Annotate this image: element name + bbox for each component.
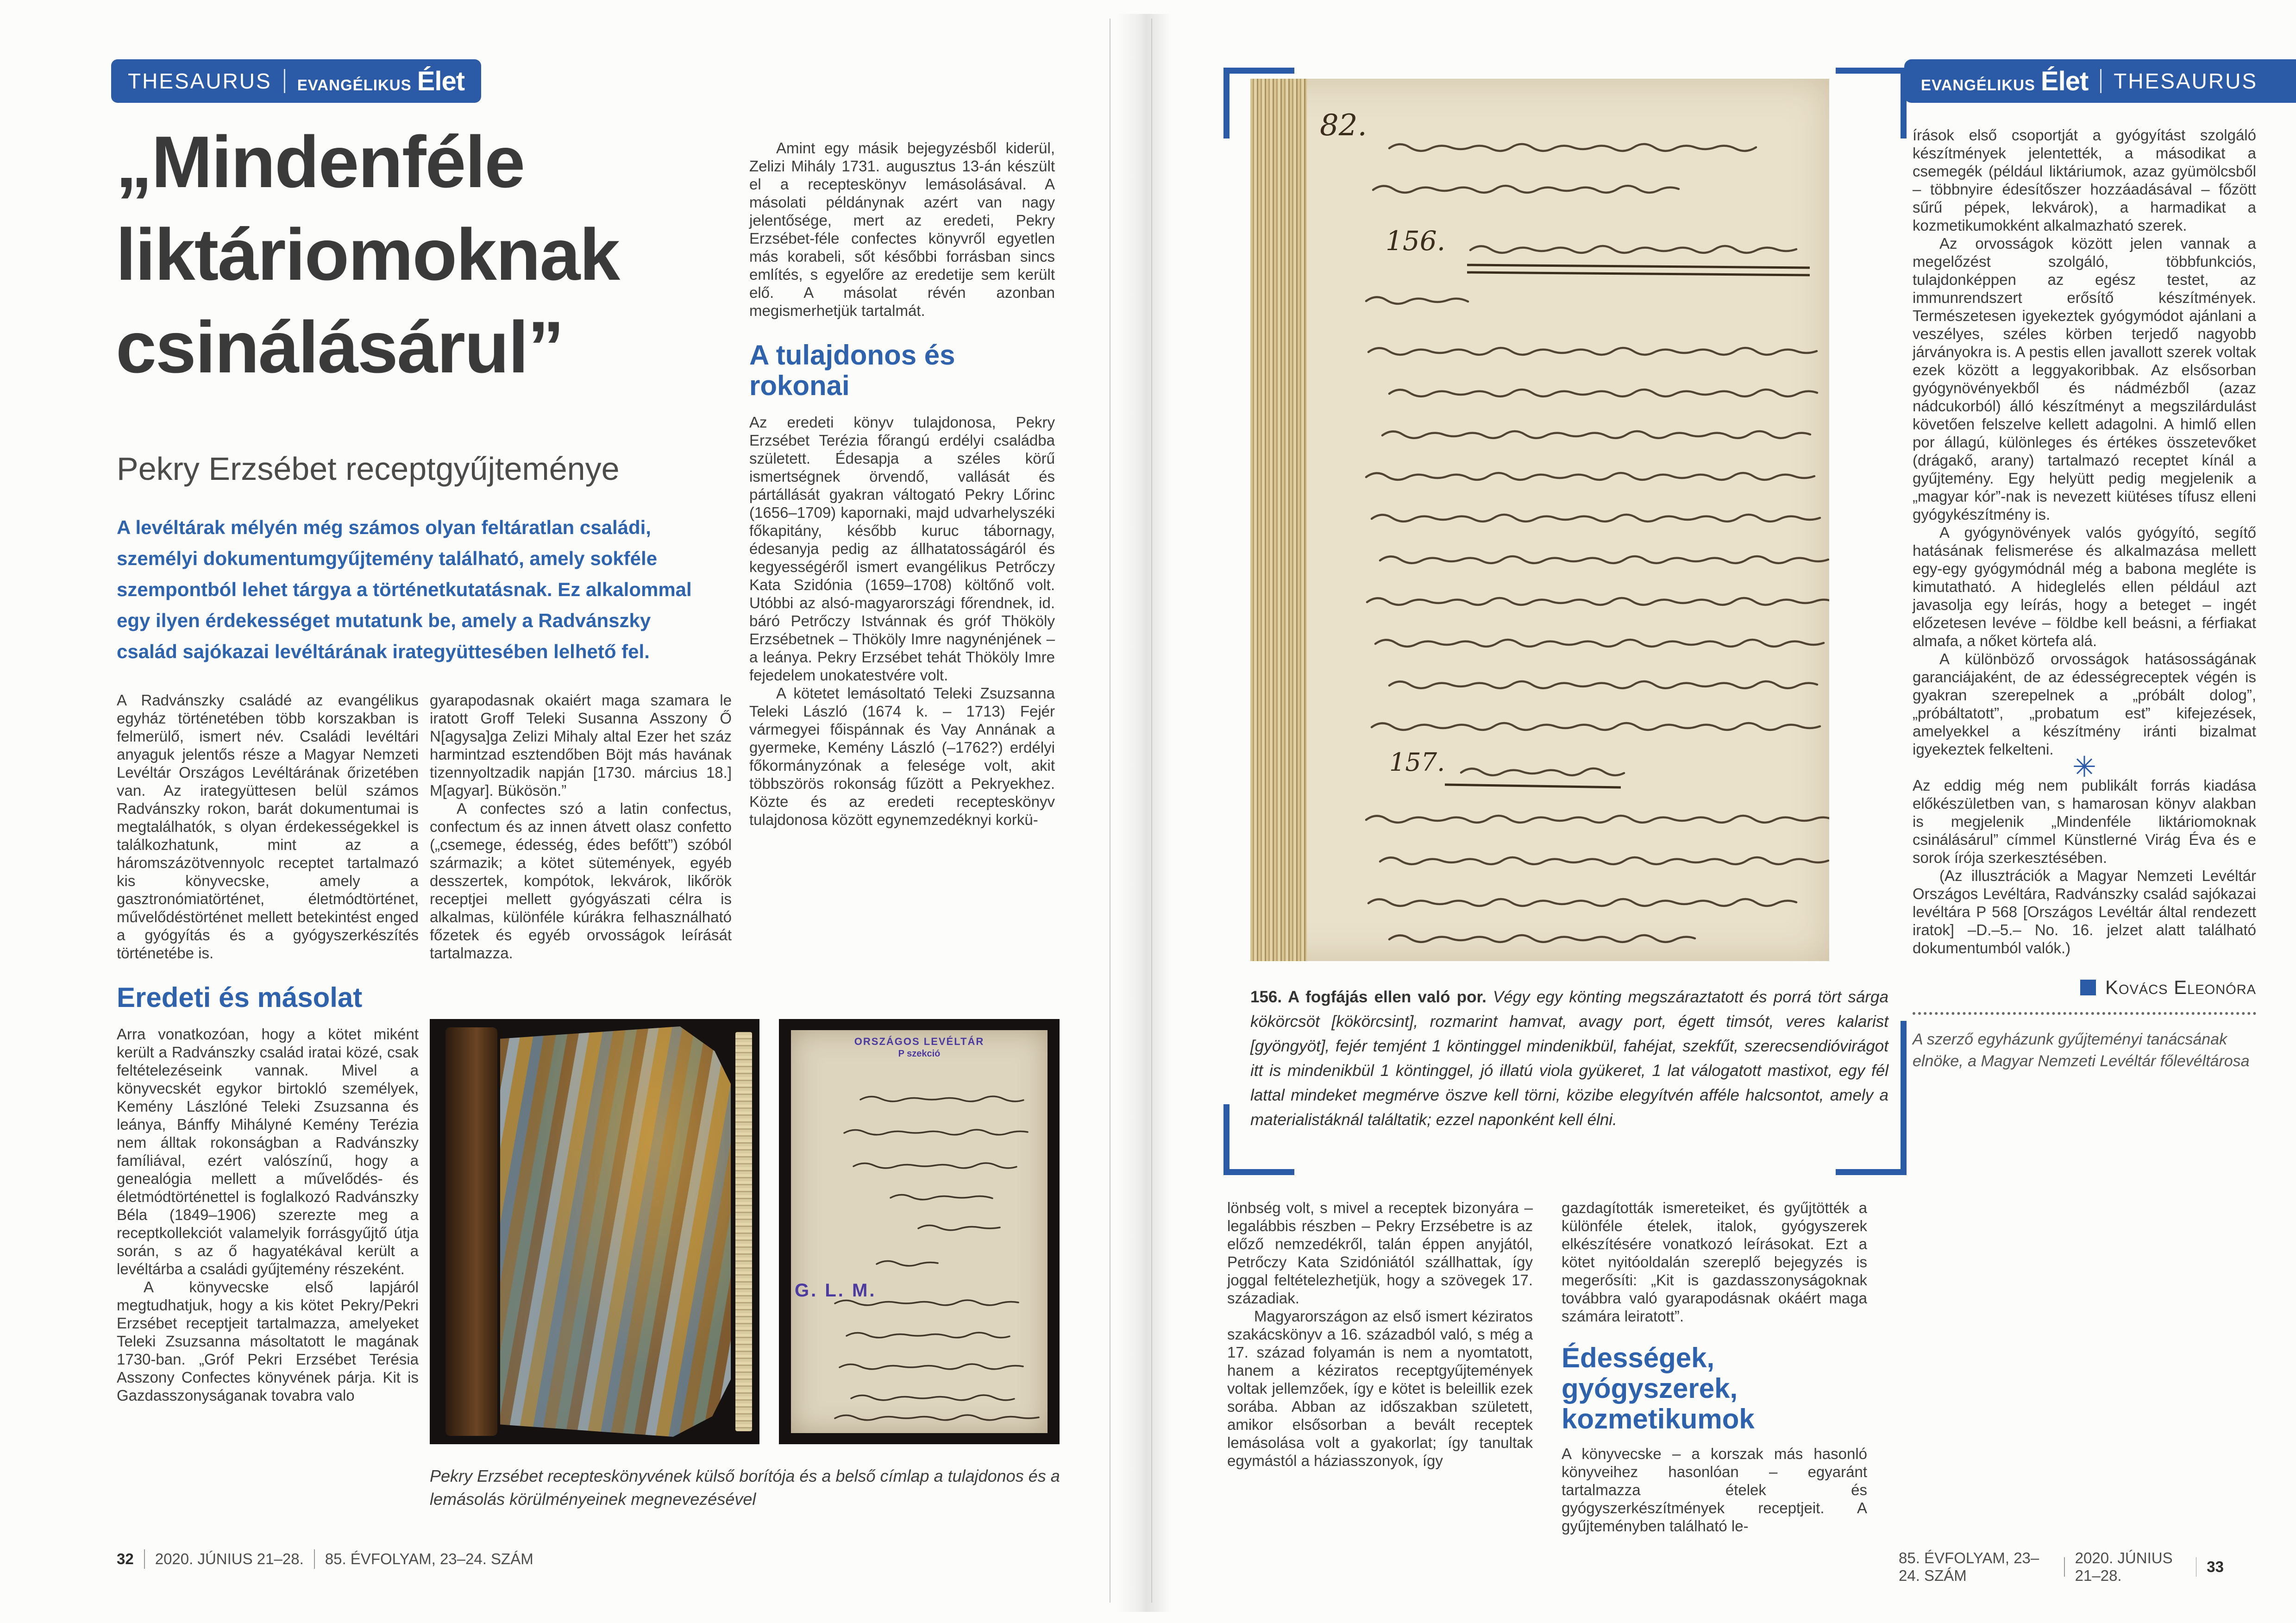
tab-divider bbox=[284, 69, 285, 93]
paragraph: írások első csoportját a gyógyítást szolgáló készítmények jelentették, a másodikat a csemegék (például liktáriumok, azaz gyümölcsből – többnyire édesítőszer hozzáadásával – főzött sűrű pépek, lekvárok), a harmadikat a kozmetikumokként alkalmazható szerek. bbox=[1913, 126, 2256, 234]
footer-divider bbox=[144, 1549, 145, 1569]
paragraph: A könyvecske – a korszak más hasonló könyveihez hasonlóan – egyaránt tartalmazza ételek és gyógyszerkészítmények receptjeit. A gyűjteményben található le- bbox=[1562, 1445, 1867, 1535]
section-heading-tulajdonos: A tulajdonos és rokonai bbox=[749, 340, 955, 401]
page-edge-line-right bbox=[1151, 19, 1152, 1603]
paragraph: A kötetet lemásoltató Teleki Zsuzsanna Teleki László (1674 k. – 1713) Fejér vármegyei főispánnak és Vay Annának a gyermeke, Kemény László (–1762?) erdélyi főkormányzónak a felesége volt, akit többszörös rokonság fűzött a Pekryekhez. Közte és az eredeti recepteskönyv tulajdonosa között egynemzedéknyi korkü- bbox=[749, 685, 1055, 828]
stamp-line1: ORSZÁGOS LEVÉLTÁR bbox=[854, 1036, 985, 1047]
logo-prefix: EVANGÉLIKUS bbox=[1921, 76, 2035, 94]
author-byline bbox=[1913, 978, 2256, 996]
logo-name: Élet bbox=[2040, 66, 2089, 96]
manuscript-page-number: 82. bbox=[1320, 108, 1367, 143]
paragraph: Az orvosságok között jelen vannak a megelőzést szolgáló, többfunkciós, tulajdonképpen az egész testet, az immunrendszert erősítő készítmények. Természetesen igyekeztek gyógymódot ajánlani a veszélyes, széles körben terjedő nagyobb járványokra is. A pestis ellen javallott szerek voltak ezek között a leggyakoribbak. Az elsősorban gyógynövényekből és nádmézből (azaz nádcukorból) álló készítményt a megszilárdulást követően felszelve kellett adagolni. A himlő ellen por állagú, különleges és értékes összetevőket (drágakő, arany) tartalmazó receptet kínál a gyűjtemény. Egy helyütt pedig megjelenik a „magyar kór”-nak is nevezett kiütéses tífusz elleni gyógykészítmény is. bbox=[1913, 235, 2256, 523]
glm-stamp: G. L. M. bbox=[795, 1280, 877, 1301]
paragraph: gazdagították ismereteiket, és gyűjtötték a különféle ételek, italok, gyógyszerek elkészítésére vonatkozó leírásokat. Ezt a kötet nyitóoldalán szereplő bejegyzés is megerősíti: „Kit is gazdasszonyságoknak továbbra való gyarapodásnak okáért maga számára leiratott”. bbox=[1562, 1199, 1867, 1325]
section-label: THESAURUS bbox=[128, 69, 272, 93]
byline-square-icon bbox=[2080, 980, 2096, 995]
logo-prefix: EVANGÉLIKUS bbox=[297, 76, 412, 94]
paragraph: Az eredeti könyv tulajdonosa, Pekry Erzsébet Terézia főrangú erdélyi családba született. Édesapja a széles körű ismertségnek örvendő, vallását és pártállását gyakran váltogató Pekry Lőrinc (1656–1709) kapornaki, majd udvarhelyszéki főkapitány, később kuruc tábornagy, édesanyja pedig az állhatatosságáról és kegyességéről ismert evangélikus Petrőczy Kata Szidónia (1659–1708) költőnő volt. Utóbbi az alsó-magyarországi főrendnek, id. báró Petrőczy Istvánnak és gróf Thököly Erzsébetnek – Thököly Imre nagynénjének – a leánya. Pekry Erzsébet tehát Thököly Imre fejedelem unokatestvére volt. bbox=[749, 414, 1055, 684]
article-subtitle: Pekry Erzsébet receptgyűjteménye bbox=[117, 451, 620, 487]
caption-text: Végy egy könting megszáraztatott és porrá tört sárga kökörcsöt [kökörcsint], rozmarint hamvat, avagy port, égett timsót, veres kalarist [gyöngyöt], fejér temjént 1 köntinggel mindenikbül, fahéjat, szekfűt, szerecsendióvirágot itt is mindenikbül 1 köntinggel, jó illatú viola gyükeret, 1 lat válogatott mastixot, egy fél lattal mindeket megmérve öszve kell törni, közibe elegyítvén afféle halcsontot, amely a materialistáknál találtatik; ezzel naponként kell élni. bbox=[1250, 988, 1888, 1129]
paragraph: A gyógynövények valós gyógyító, segítő hatásának felismerése és alkalmazása mellett egy-egy gyógymódnál még a babona megléte is kimutatható. A hideglelés ellen például azt javasolja egy leírás, hogy a beteget – ingét előzetesen levéve – földbe kell beásni, a férfiakat almafa, a nőket körtefa alá. bbox=[1913, 524, 2256, 649]
right-column-b bbox=[1562, 1199, 1867, 1535]
paragraph: A confectes szó a latin confectus, confectum és az innen átvett olasz confetto („csemege, édesség, édes befőtt”) szóból származik; a kötet sütemények, egyéb desszertek, kompótok, lekvárok, likőrök receptjei mellett gyógyászati célra is alkalmas, különféle kúrákra felhasználható főzetek és egyéb orvosságok leírását tartalmazza. bbox=[430, 800, 732, 962]
paragraph: Amint egy másik bejegyzésből kiderül, Zelizi Mihály 1731. augusztus 13-án készült el a recepteskönyv lemásolásával. A másolati példánynak azért van nagy jelentősége, mert az eredeti, Pekry Erzsébet-féle confectes könyvről egyetlen más korabeli, sőt későbbi forrásban sincs említés, s egyelőre az eredetije sem került elő. A másolat révén azonban megismerhetjük tartalmát. bbox=[749, 139, 1055, 319]
left-column-1 bbox=[117, 691, 419, 1404]
paragraph: gyarapodasnak okaiért maga szamara le iratott Groff Teleki Susanna Asszony Ő N[agysa]ga Zelizi Mihaly altal Ezer het száz harmintzad esztendőben Böjt más havának tizennyoltzadik napján [1730. március 18.] M[agyar]. Bükösön.” bbox=[430, 692, 732, 799]
logo-name: Élet bbox=[417, 66, 465, 96]
marbled-cover bbox=[500, 1026, 731, 1437]
section-heading-eredeti: Eredeti és másolat bbox=[117, 982, 363, 1013]
paragraph: A könyvecske első lapjáról megtudhatjuk, hogy a kis kötet Pekry/Pekri Erzsébet receptjeit tartalmazza, amelyeket Teleki Zsuzsanna másoltatott le magának 1730-ban. „Gróf Pekri Erzsébet Terésia Asszony Confectes könyvének párja. Kit is Gazdasszonyságanak tovabra valo bbox=[117, 1278, 419, 1404]
issue-date: 2020. JÚNIUS 21–28. bbox=[155, 1550, 304, 1567]
handwriting-lines bbox=[791, 1030, 1048, 1433]
book-page-edges bbox=[735, 1032, 752, 1431]
right-column-a bbox=[1227, 1199, 1533, 1470]
paragraph: Magyarországon az első ismert kéziratos szakácskönyv a 16. századból való, s még a 17. század folyamán is nem a nyomtatott, hanem a kéziratos receptgyűjtemények voltak jellemzőek, így e kötet is beleillik ezek sorába. Abban az időszakban született, amikor elsősorban a bevált receptek lemásolása volt a gyakorlat; így tanultak egymástól a háziasszonyok, így bbox=[1227, 1308, 1533, 1469]
left-column-2 bbox=[430, 691, 732, 962]
footer-divider bbox=[314, 1549, 315, 1569]
article-lead: A levéltárak mélyén még számos olyan feltáratlan családi, személyi dokumentumgyűjtemény található, amely sokféle szempontból lehet tárgya a történetkutatásnak. Ez alkalommal egy ilyen érdekességet mutatunk be, amely a Radvánszky család sajókazai levéltárának irategyüttesében lelhető fel. bbox=[117, 516, 692, 662]
handwriting-lines bbox=[1250, 79, 1829, 961]
footer-right bbox=[1899, 1549, 2224, 1585]
manuscript-recipe-number-2: 157. bbox=[1389, 748, 1445, 777]
header-tab-right bbox=[1904, 59, 2296, 103]
book-spine bbox=[445, 1027, 497, 1436]
article-title: „Mindenféle liktáriomoknak csinálásárul” bbox=[116, 121, 620, 388]
paragraph: Arra vonatkozóan, hogy a kötet miként került a Radvánszky család iratai közé, csak feltételezéseink vannak. Mivel a könyvecskét egykor birtokló személyek, Kemény Lászlóné Teleki Zsuzsanna és leánya, Bánffy Mihályné Kemény Terézia nem álltak rokonságban a Radvánszky famíliával, ezért valószínű, hogy a genealógia mellett a művelődés- és életmódtörténettel is foglalkozó Radvánszky Béla (1849–1906) szerezte meg a receptkollekciót valamelyik forrásgyűjtő útja során, s az ő hagyatékával került a levéltárba a családi gyűjtemény részeként. bbox=[117, 1025, 419, 1277]
page-number: 32 bbox=[117, 1550, 134, 1567]
magazine-logo bbox=[1921, 66, 2088, 97]
tab-divider bbox=[2100, 69, 2102, 93]
paragraph: A különböző orvosságok hatásosságának garanciájaként, de az édességreceptek végén is gyakran szerepelnek a „próbált dolog”, „próbáltatott”, „probatum est” kifejezések, amelyekkel a készítmény iránti bizalmat igyekeztek felkelteni. bbox=[1913, 650, 2256, 758]
paragraph: lönbség volt, s mivel a receptek bizonyára – legalábbis részben – Pekry Erzsébetre is az előző nemzedékről, talán éppen anyjától, Petrőczy Kata Szidóniától szállhattak, így joggal feltételezhetjük, hogy a szövegek 17. századiak. bbox=[1227, 1199, 1533, 1307]
title-page-paper bbox=[791, 1030, 1048, 1433]
issue-date: 2020. JÚNIUS 21–28. bbox=[2075, 1549, 2173, 1584]
author-bio: A szerző egyházunk gyűjteményi tanácsának elnöke, a Magyar Nemzeti Levéltár főlevéltárosa bbox=[1913, 1031, 2250, 1070]
paragraph: A Radvánszky családé az evangélikus egyház történetében több korszakban is felmerülő, ismert név. Családi levéltári anyaguk jelentős része a Magyar Nemzeti Levéltár Országos Levéltárának őrizetében van. Az irategyüttesen belül számos Radvánszky rokon, barát dokumentumai is megtalálhatók, s olyan érdekességekkel is találkozhatunk, mint az a háromszázötvennyolc receptet tartalmazó kis könyvecske, amely a gasztronómiatörténet, életmódtörténet, művelődéstörténet mellett betekintést enged a gyógyítás és a gyógyszerkészítés történetébe is. bbox=[117, 692, 419, 962]
caption-lead: 156. A fogfájás ellen való por. bbox=[1250, 988, 1487, 1006]
manuscript-caption bbox=[1250, 985, 1888, 1132]
section-label: THESAURUS bbox=[2114, 69, 2258, 93]
book-cover-photo bbox=[430, 1019, 759, 1444]
photo-caption: Pekry Erzsébet recepteskönyvének külső borítója és a belső címlap a tulajdonos és a lemásolás körülményeinek megnevezésével bbox=[430, 1466, 1060, 1509]
page-number: 33 bbox=[2207, 1558, 2224, 1575]
frame-corner-top-right bbox=[1836, 68, 1907, 138]
manuscript-photo bbox=[1250, 79, 1829, 961]
header-tab-left bbox=[111, 59, 481, 103]
section-heading-edessegek: Édességek, gyógyszerek, kozmetikumok bbox=[1562, 1342, 1755, 1434]
star-divider: ✳ bbox=[2072, 751, 2096, 783]
stamp-line2: P szekció bbox=[898, 1049, 941, 1059]
title-page-photo bbox=[779, 1019, 1060, 1444]
dotted-rule bbox=[1913, 1012, 2256, 1015]
left-column-3 bbox=[749, 139, 1055, 829]
footer-left bbox=[117, 1549, 533, 1569]
paragraph: (Az illusztrációk a Magyar Nemzeti Levéltár Országos Levéltára, Radvánszky család sajókazai levéltára P 568 [Országos Levéltár által rendezett iratok] –D.–5.– No. 16. jelzet alatt található dokumentumból valók.) bbox=[1913, 867, 2256, 956]
page-gutter-shadow bbox=[1116, 14, 1172, 1612]
issue-volume: 85. ÉVFOLYAM, 23–24. SZÁM bbox=[325, 1550, 533, 1567]
paragraph: Az eddig még nem publikált forrás kiadása előkészületben van, s hamarosan könyv alakban is megjelenik „Mindenféle liktáriomoknak csinálásárul” címmel Künstlerné Virág Éva és e sorok írója szerkesztésében. bbox=[1913, 777, 2256, 866]
magazine-logo bbox=[297, 66, 464, 97]
manuscript-recipe-number: 156. bbox=[1386, 225, 1446, 257]
author-name: Kovács Eleonóra bbox=[2105, 976, 2256, 998]
right-column-c bbox=[1913, 126, 2256, 1072]
issue-volume: 85. ÉVFOLYAM, 23–24. SZÁM bbox=[1899, 1549, 2039, 1584]
